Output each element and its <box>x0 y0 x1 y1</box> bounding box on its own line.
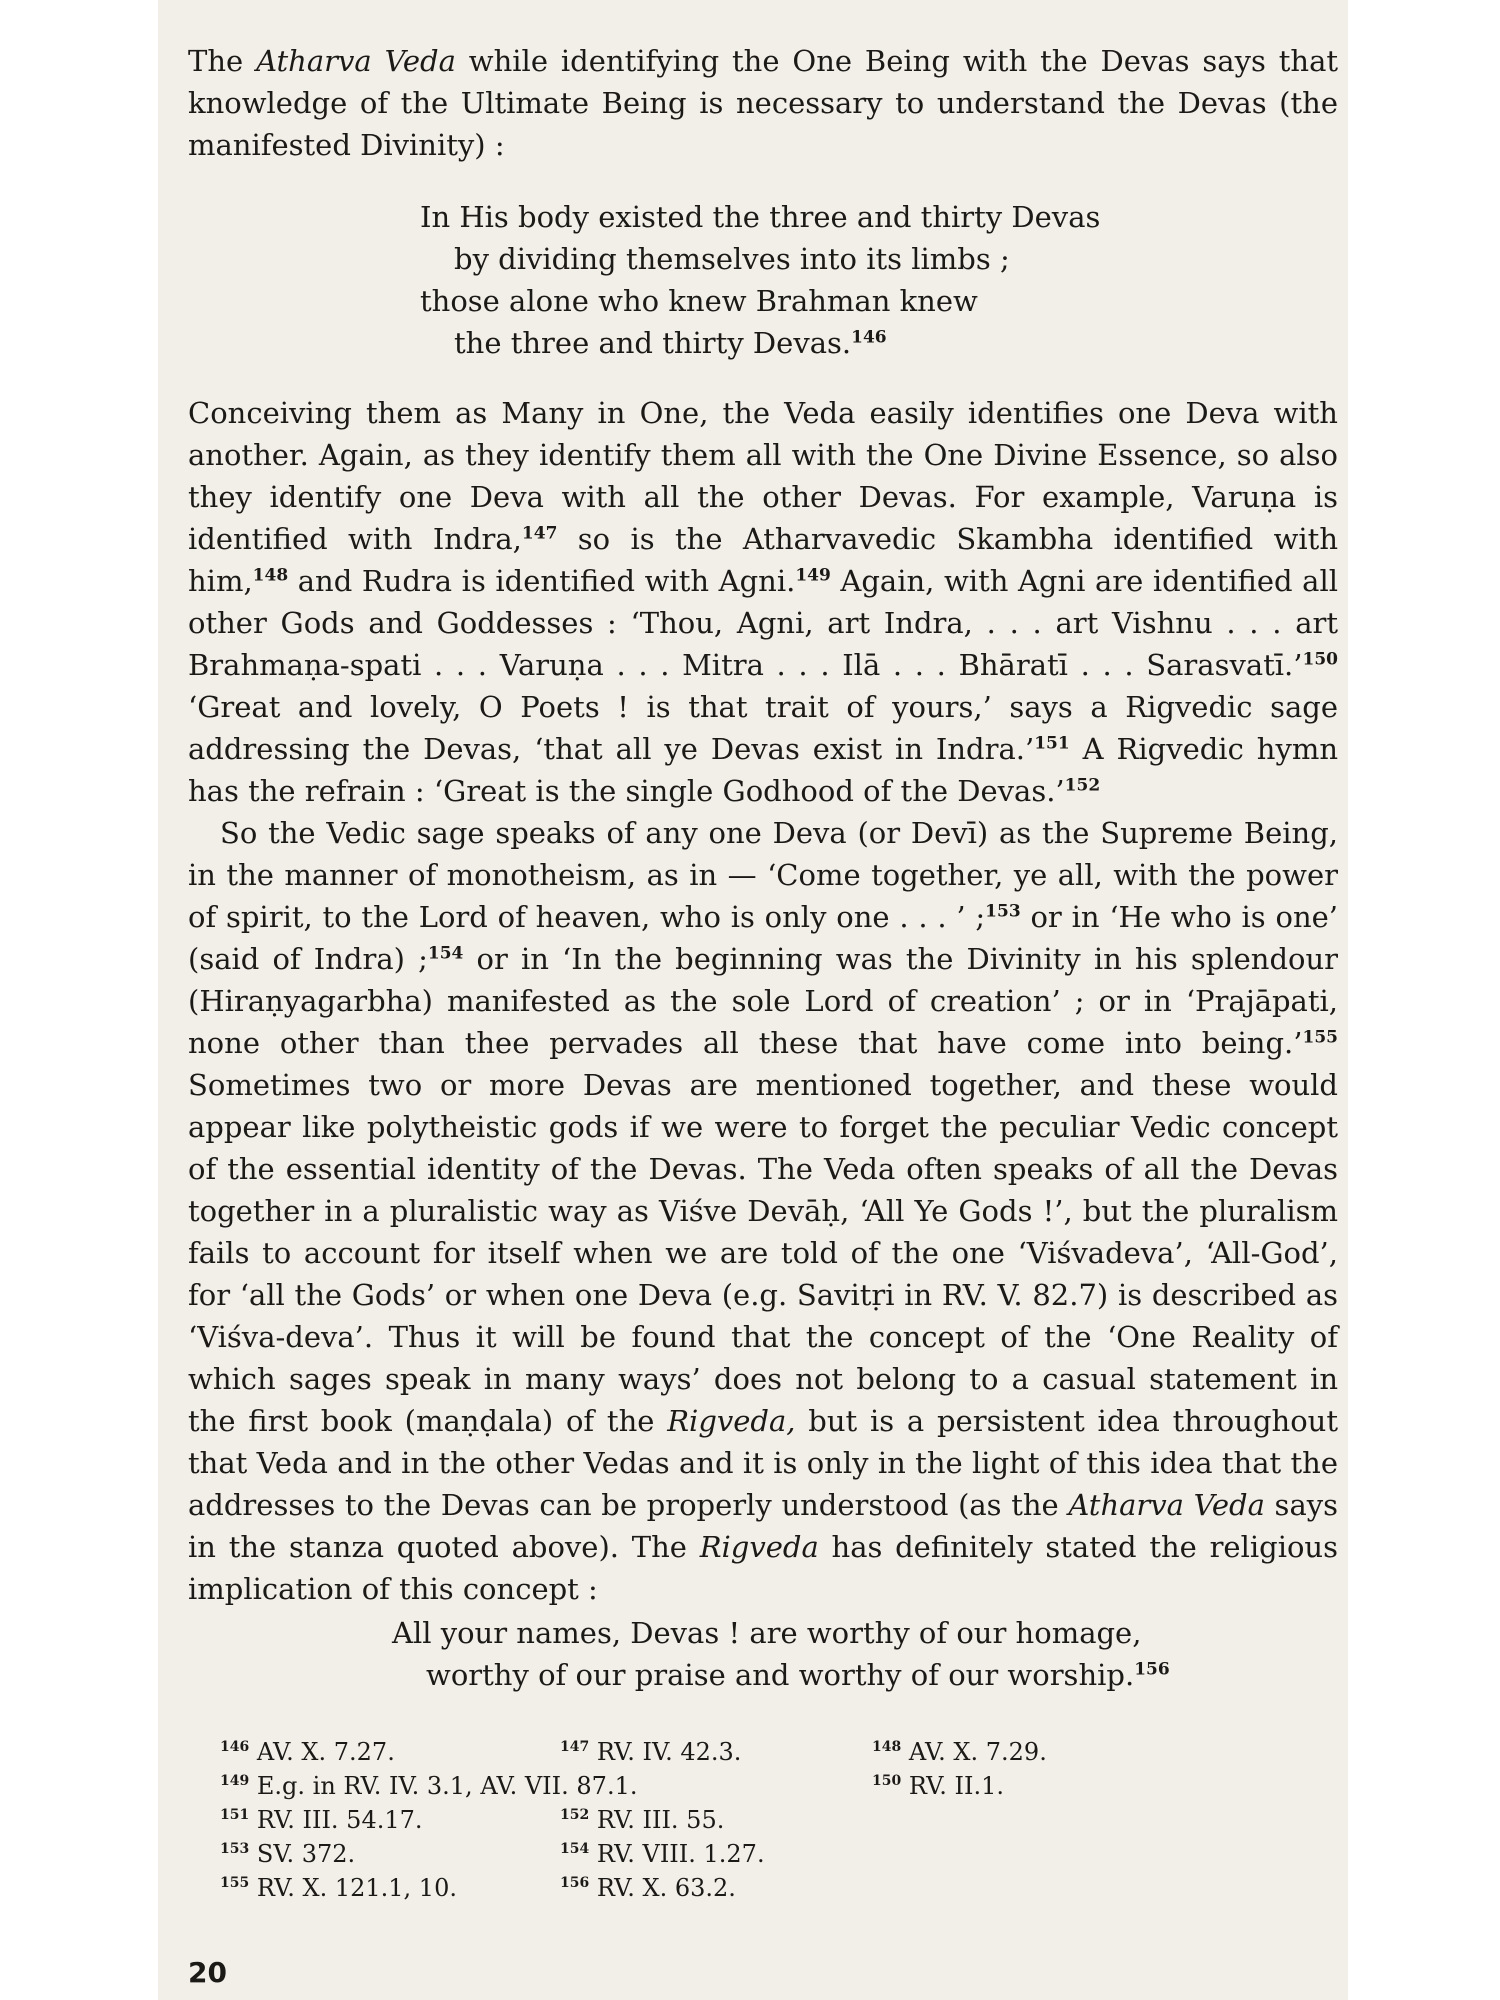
footnote-ref: 156 <box>1134 1659 1170 1680</box>
footnote: $^{154}$ RV. VIII. 1.27. <box>560 1840 765 1868</box>
verse-line: by dividing themselves into its limbs ; <box>454 242 1010 276</box>
page-number: 20 <box>188 1956 227 1989</box>
footnote: $^{151}$ RV. III. 54.17. <box>220 1806 423 1834</box>
footnote-ref: 149 <box>795 565 831 586</box>
footnote: $^{156}$ RV. X. 63.2. <box>560 1874 736 1902</box>
footnote-ref: 153 <box>985 901 1021 922</box>
footnote: $^{150}$ RV. II.1. <box>872 1772 1004 1800</box>
footnote-ref: 152 <box>1064 775 1101 796</box>
body-text <box>188 392 1338 1610</box>
footnote-ref: 154 <box>427 943 464 964</box>
verse-line: worthy of our praise and worthy of our worship.$^{156}$ <box>426 1658 1170 1692</box>
footnote: $^{147}$ RV. IV. 42.3. <box>560 1738 742 1766</box>
verse-line: In His body existed the three and thirty Devas <box>420 200 1101 234</box>
paragraph-2: Conceiving them as Many in One, the Veda easily identifies one Deva with another. Again, as they identify them all with the One Divine Essence, so also they identify one Deva with all the other Devas. For example, Varuṇa is identified with Indra,$^{147}$ so is the Atharvavedic Skambha identified with him,$^{148}$ and Rudra is identified with Agni.$^{149}$ Again, with Agni are identified all other Gods and Goddesses : ‘Thou, Agni, art Indra, . . . art Vishnu . . . art Brahmaṇa-spati . . . Varuṇa . . . Mitra . . . Ilā . . . Bhāratī . . . Sarasvatī.’$^{150}$ ‘Great and lovely, O Poets ! is that trait of yours,’ says a Rigvedic sage addressing the Devas, ‘that all ye Devas exist in Indra.’$^{151}$ A Rigvedic hymn has the refrain : ‘Great is the single Godhood of the Devas.’$^{152}$ <box>188 396 1339 808</box>
verse-line: the three and thirty Devas.$^{146}$ <box>454 326 887 360</box>
footnote: $^{153}$ SV. 372. <box>220 1840 356 1868</box>
verse-atharva <box>420 196 1100 364</box>
footnote-ref: 155 <box>1302 1027 1338 1048</box>
intro-paragraph <box>188 40 1338 166</box>
verse-line: All your names, Devas ! are worthy of our homage, <box>392 1616 1142 1650</box>
footnote-ref: 148 <box>252 565 289 586</box>
verse-line: those alone who knew Brahman knew <box>420 284 978 318</box>
paragraph-1: The Atharva Veda while identifying the One Being with the Devas says that knowledge of the Ultimate Being is necessary to understand the Devas (the manifested Divinity) : <box>188 44 1339 162</box>
footnote-ref: 147 <box>521 523 558 544</box>
footnote: $^{152}$ RV. III. 55. <box>560 1806 725 1834</box>
footnote-ref: 151 <box>1034 733 1070 754</box>
footnote: $^{149}$ E.g. in RV. IV. 3.1, AV. VII. 87.1. <box>220 1772 638 1800</box>
footnote: $^{155}$ RV. X. 121.1, 10. <box>220 1874 457 1902</box>
footnote: $^{146}$ AV. X. 7.27. <box>220 1738 395 1766</box>
verse-rigveda <box>392 1612 1170 1696</box>
footnote-ref: 146 <box>851 327 887 348</box>
paragraph-3: So the Vedic sage speaks of any one Deva (or Devī) as the Supreme Being, in the manner of monotheism, as in — ‘Come together, ye all, with the power of spirit, to the Lord of heaven, who is only one . . . ’ ;$^{153}$ or in ‘He who is one’ (said of Indra) ;$^{154}$ or in ‘In the beginning was the Divinity in his splendour (Hiraṇyagarbha) manifested as the sole Lord of creation’ ; or in ‘Prajāpati, none other than thee pervades all these that have come into being.’$^{155}$ Sometimes two or more Devas are mentioned together, and these would appear like polytheistic gods if we were to forget the peculiar Vedic concept of the essential identity of the Devas. The Veda often speaks of all the Devas together in a pluralistic way as Viśve Devāḥ, ‘All Ye Gods !’, but the pluralism fails to account for itself when we are told of the one ‘Viśvadeva’, ‘All-God’, for ‘all the Gods’ or when one Deva (e.g. Savitṛi in RV. V. 82.7) is described as ‘Viśva-deva’. Thus it will be found that the concept of the ‘One Reality of which sages speak in many ways’ does not belong to a casual statement in the first book (maṇḍala) of the Rigveda, but is a persistent idea throughout that Veda and in the other Vedas and it is only in the light of this idea that the addresses to the Devas can be properly understood (as the Atharva Veda says in the stanza quoted above). The Rigveda has definitely stated the religious implication of this concept : <box>188 816 1339 1606</box>
footnote-ref: 150 <box>1302 649 1338 670</box>
footnote: $^{148}$ AV. X. 7.29. <box>872 1738 1047 1766</box>
